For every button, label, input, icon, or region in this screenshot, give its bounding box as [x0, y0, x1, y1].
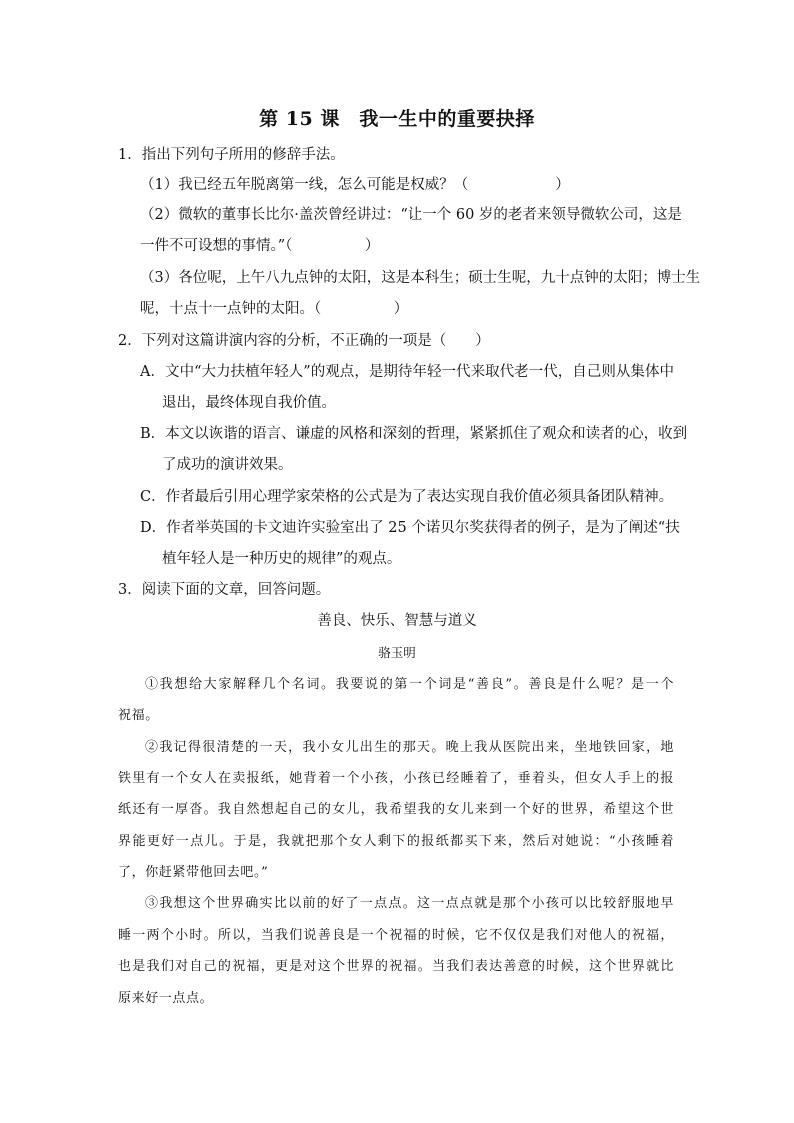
- essay-line: ②我记得很清楚的一天，我小女儿出生的那天。晚上我从医院出来，坐地铁回家，地: [145, 740, 674, 755]
- question-1-item-1: （1）我已经五年脱离第一线，怎么可能是权威？（ ）: [140, 177, 570, 193]
- question-2-option-b: B．本文以诙谐的语言、谦虚的风格和深刻的哲理，紧紧抓住了观众和读者的心，收到: [140, 426, 688, 442]
- question-2-option-a: A．文中“大力扶植年轻人”的观点，是期待年轻一代来取代老一代，自己则从集体中: [140, 364, 674, 380]
- question-1-stem: 1．指出下列句子所用的修辞手法。: [118, 147, 345, 163]
- question-2-option-d-cont: 植年轻人是一种历史的规律”的观点。: [162, 551, 402, 567]
- question-2-option-a-cont: 退出，最终体现自我价值。: [162, 395, 336, 411]
- essay-title: 善良、快乐、智慧与道义: [317, 613, 477, 629]
- question-2-stem: 2．下列对这篇讲演内容的分析，不正确的一项是（ ）: [118, 333, 490, 349]
- question-1-item-2: （2）微软的董事长比尔·盖茨曾经讲过：“让一个 60 岁的老者来领导微软公司，这是: [140, 207, 682, 223]
- essay-author: 骆玉明: [378, 645, 416, 660]
- question-2-option-d: D．作者举英国的卡文迪许实验室出了 25 个诺贝尔奖获得者的例子，是为了阐述“扶: [140, 520, 680, 536]
- essay-line: 睡一两个小时。所以，当我们说善良是一个祝福的时候，它不仅仅是我们对他人的祝福，: [118, 928, 674, 943]
- essay-line: 祝福。: [118, 708, 159, 723]
- question-1-item-3: （3）各位呢，上午八九点钟的太阳，这是本科生；硕士生呢，九十点钟的太阳；博士生: [140, 270, 701, 286]
- page-title: 第 15 课 我一生中的重要抉择: [259, 108, 535, 130]
- essay-line: 纸还有一厚沓。我自然想起自己的女儿，我希望我的女儿来到一个好的世界，希望这个世: [118, 802, 674, 817]
- essay-line: 也是我们对自己的祝福，更是对这个世界的祝福。当我们表达善意的时候，这个世界就比: [118, 959, 674, 974]
- question-1-item-2-cont: 一件不可设想的事情。”（ ）: [140, 238, 380, 254]
- essay-line: ③我想这个世界确实比以前的好了一点点。这一点点就是那个小孩可以比较舒服地早: [145, 896, 674, 911]
- question-2-option-b-cont: 了成功的演讲效果。: [162, 457, 293, 473]
- question-1-item-3-cont: 呢，十点十一点钟的太阳。（ ）: [140, 301, 409, 317]
- essay-line: 原来好一点点。: [118, 991, 214, 1006]
- essay-line: 界能更好一点儿。于是，我就把那个女人剩下的报纸都买下来，然后对她说：“小孩睡着: [118, 834, 674, 849]
- essay-line: 了，你赶紧带他回去吧。”: [118, 865, 269, 880]
- question-3-stem: 3．阅读下面的文章，回答问题。: [118, 582, 331, 598]
- essay-line: ①我想给大家解释几个名词。我要说的第一个词是“善良”。善良是什么呢？是一个: [145, 677, 674, 692]
- essay-line: 铁里有一个女人在卖报纸，她背着一个小孩，小孩已经睡着了，垂着头，但女人手上的报: [118, 771, 674, 786]
- question-2-option-c: C．作者最后引用心理学家荣格的公式是为了表达实现自我价值必须具备团队精神。: [140, 489, 674, 505]
